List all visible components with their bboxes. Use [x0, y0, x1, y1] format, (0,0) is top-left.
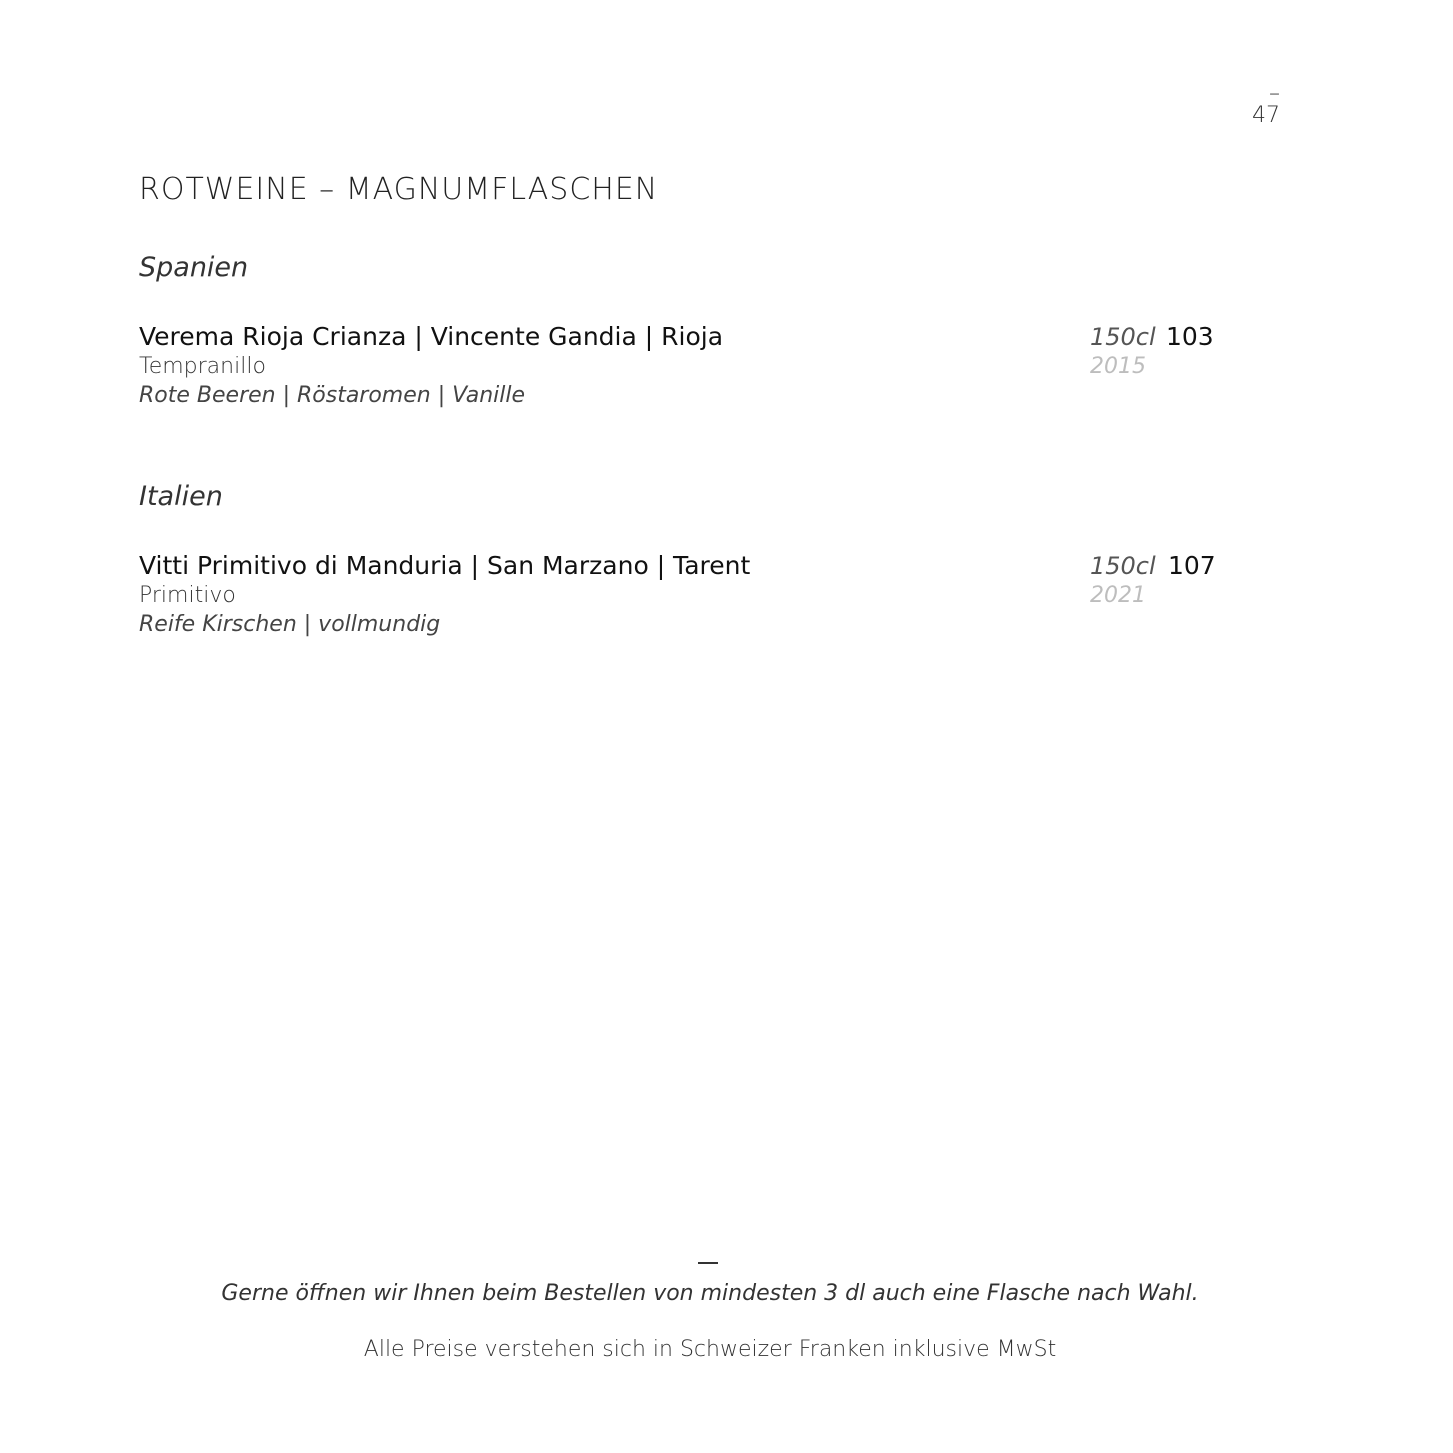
section-heading-italien: Italien [139, 481, 223, 512]
wine-vintage: 2021 [1090, 583, 1146, 608]
wine-name: Vitti Primitivo di Manduria | San Marzano | Tarent [139, 551, 751, 580]
wine-name: Verema Rioja Crianza | Vincente Gandia | Rioja [139, 322, 724, 351]
footer-bottle-note: Gerne öffnen wir Ihnen beim Bestellen von mindesten 3 dl auch eine Flasche nach Wahl. [221, 1281, 1199, 1306]
wine-volume: 150cl [1090, 552, 1156, 580]
wine-grape: Primitivo [139, 583, 236, 608]
wine-volume: 150cl [1090, 323, 1156, 351]
section-heading-spanien: Spanien [139, 252, 249, 283]
wine-price: 103 [1166, 322, 1214, 351]
wine-grape: Tempranillo [139, 354, 266, 379]
page-title: ROTWEINE – MAGNUMFLASCHEN [139, 172, 659, 207]
footer-prices-note: Alle Preise verstehen sich in Schweizer Franken inklusive MwSt [363, 1337, 1057, 1362]
wine-price: 107 [1168, 551, 1216, 580]
page-number-dash: – [1269, 81, 1280, 106]
page-number-value: 47 [1252, 103, 1280, 128]
footer-divider [698, 1262, 718, 1264]
wine-notes: Reife Kirschen | vollmundig [139, 612, 441, 637]
wine-notes: Rote Beeren | Röstaromen | Vanille [139, 383, 526, 408]
wine-vintage: 2015 [1090, 354, 1146, 379]
page-number [1252, 81, 1280, 130]
